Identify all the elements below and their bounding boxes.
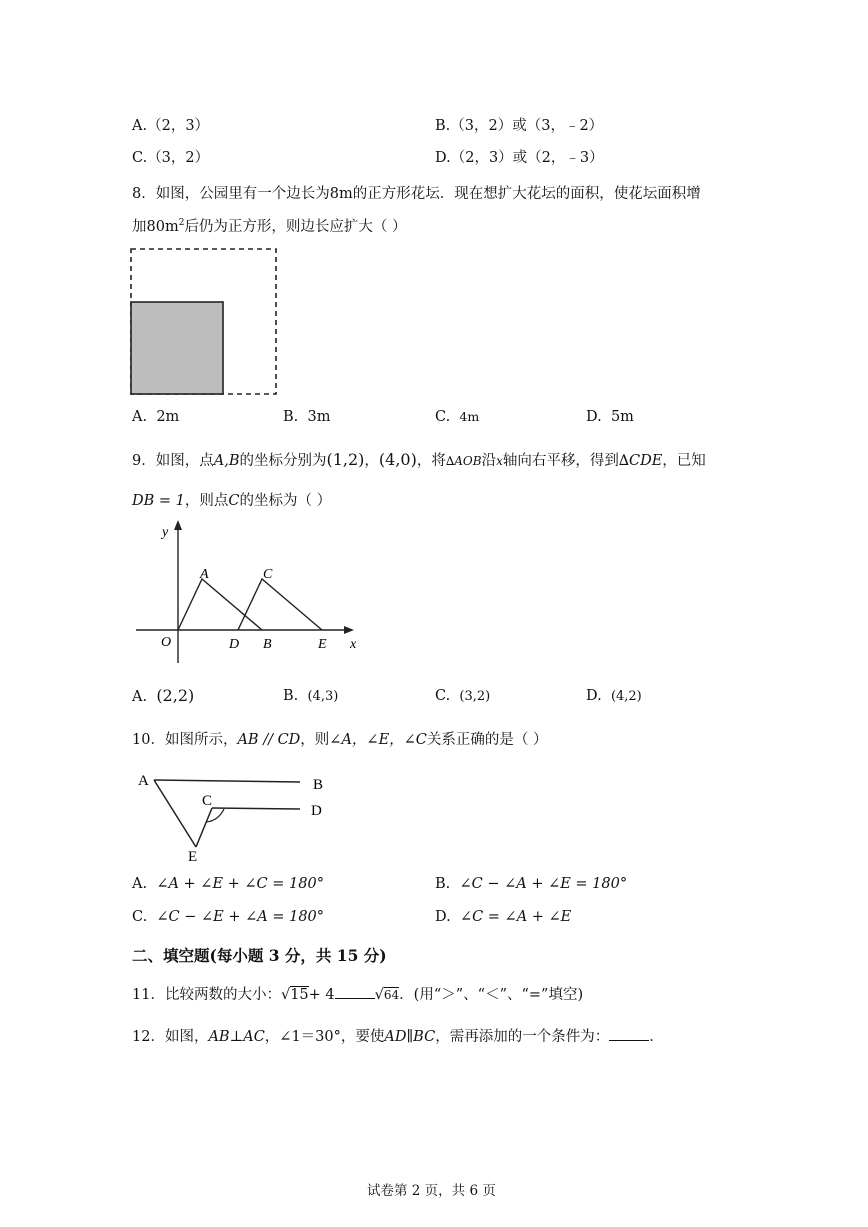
q9-label-e: E bbox=[318, 637, 327, 652]
q12-text-f: ． bbox=[649, 1029, 664, 1045]
q9-label-o: O bbox=[161, 635, 172, 650]
q9-option-d bbox=[586, 688, 642, 704]
q10-option-d-text: ∠C = ∠A + ∠E bbox=[459, 909, 572, 925]
q9-option-a-key: A. bbox=[132, 689, 148, 705]
q8-stem-line2 bbox=[132, 215, 407, 236]
q10-option-a-key: A. bbox=[132, 876, 148, 892]
q9-triangle-cde: ∆CDE bbox=[618, 453, 663, 469]
q7-option-d-text: （2，3）或（2，﹣3） bbox=[450, 150, 604, 166]
q10-parallel: AB // CD bbox=[237, 732, 301, 748]
q10-label-e: E bbox=[188, 849, 198, 863]
q10-option-a bbox=[132, 876, 324, 892]
q9-coord-b: (4,0) bbox=[378, 450, 417, 469]
q9-triangle-aob: ∆AOB bbox=[445, 454, 482, 468]
q10-option-d bbox=[435, 909, 571, 925]
q9-text-d: ，将 bbox=[416, 453, 446, 469]
q8-option-c-text: 4m bbox=[459, 409, 480, 424]
q9-option-d-key: D. bbox=[586, 688, 602, 704]
q8-option-a bbox=[132, 409, 179, 425]
q10-figure bbox=[130, 765, 340, 863]
q10-angles: ∠A，∠E，∠C bbox=[329, 732, 427, 748]
q8-stem-line2-sup: 2 bbox=[178, 218, 185, 229]
q9-db-equation: DB = 1 bbox=[132, 493, 185, 509]
q10-text-b: ，则 bbox=[300, 732, 330, 748]
q7-option-a-text: （2，3） bbox=[147, 118, 210, 134]
q9-option-b bbox=[283, 688, 338, 704]
q10-label-d: D bbox=[311, 803, 322, 819]
q11-answer-blank[interactable] bbox=[335, 986, 375, 999]
q8-stem-line1: 8．如图，公园里有一个边长为8m的正方形花坛．现在想扩大花坛的面积，使花坛面积增 bbox=[132, 186, 701, 202]
q9-text-f: 轴向右平移，得到 bbox=[502, 453, 619, 469]
q7-option-c bbox=[132, 146, 209, 167]
q12-answer-blank[interactable] bbox=[609, 1028, 649, 1041]
q9-option-c-key: C. bbox=[435, 688, 451, 704]
q11-expr1-tail: + 4 bbox=[308, 987, 335, 1003]
q9-label-d: D bbox=[229, 637, 240, 652]
q8-option-b-text: 3m bbox=[307, 409, 331, 425]
q7-option-a-key: A. bbox=[132, 118, 148, 134]
q8-stem-line2-pre: 加80m bbox=[132, 219, 179, 235]
q8-option-b bbox=[283, 409, 330, 425]
q8-option-d-text: 5m bbox=[610, 409, 634, 425]
q9-label-y: y bbox=[162, 525, 169, 540]
q9-option-c bbox=[435, 688, 490, 704]
q7-option-a bbox=[132, 114, 209, 135]
q10-option-a-text: ∠A + ∠E + ∠C = 180° bbox=[156, 876, 324, 892]
q9-y-arrow-icon bbox=[174, 520, 182, 530]
q9-x-axis-label: x bbox=[496, 454, 503, 468]
q12-stem bbox=[132, 1025, 664, 1046]
q12-text-d: AD∥BC bbox=[384, 1029, 436, 1045]
q7-option-b-text: （3，2）或（3，﹣2） bbox=[450, 118, 604, 134]
q9-option-b-text: (4,3) bbox=[307, 689, 339, 704]
q9-label-x: x bbox=[350, 637, 357, 652]
q10-option-b-key: B. bbox=[435, 876, 451, 892]
q8-option-d-key: D. bbox=[586, 409, 602, 425]
q8-option-b-key: B. bbox=[283, 409, 299, 425]
q11-expr1-radicand: 15 bbox=[290, 987, 309, 1003]
q9-text-h: ，则点 bbox=[184, 493, 229, 509]
q9-text-i: 的坐标为（ ） bbox=[239, 493, 332, 509]
q11-expr1 bbox=[281, 986, 335, 1003]
q10-option-b-text: ∠C − ∠A + ∠E = 180° bbox=[459, 876, 628, 892]
q9-points-ab: A,B bbox=[213, 453, 240, 469]
q9-option-b-key: B. bbox=[283, 688, 299, 704]
q9-text-g: ，已知 bbox=[662, 453, 706, 469]
q10-line-ae bbox=[154, 780, 196, 847]
q10-option-d-key: D. bbox=[435, 909, 451, 925]
sqrt-icon: √ bbox=[280, 987, 291, 1003]
q10-option-c-text: ∠C − ∠E + ∠A = 180° bbox=[156, 909, 325, 925]
q12-text-c: ，∠1＝30°，要使 bbox=[264, 1029, 385, 1045]
q7-option-d bbox=[435, 146, 604, 167]
q9-label-b: B bbox=[263, 637, 272, 652]
q8-option-c bbox=[435, 409, 479, 425]
q8-option-d bbox=[586, 409, 634, 425]
q10-line-ec bbox=[196, 808, 212, 847]
q7-option-c-key: C. bbox=[132, 150, 148, 166]
q11-text-pre: 11．比较两数的大小： bbox=[132, 987, 281, 1003]
q10-label-c: C bbox=[202, 793, 213, 809]
q10-option-b bbox=[435, 876, 627, 892]
q9-figure bbox=[130, 518, 370, 668]
q8-original-square bbox=[131, 302, 223, 394]
q11-expr2-radicand: 64 bbox=[383, 988, 400, 1002]
q9-option-d-text: (4,2) bbox=[610, 689, 642, 704]
q10-text-a: 10．如图所示， bbox=[132, 732, 238, 748]
q9-option-a-text: (2,2) bbox=[156, 686, 195, 705]
section-title: 二、填空题(每小题 3 分，共 15 分) bbox=[132, 946, 387, 965]
q12-text-e: ，需再添加的一个条件为： bbox=[435, 1029, 610, 1045]
q12-text-b: AB⊥AC bbox=[208, 1029, 265, 1045]
page-footer: 试卷第 2 页，共 6 页 bbox=[367, 1183, 496, 1199]
q10-option-c bbox=[132, 909, 324, 925]
q9-text-a: 9．如图，点 bbox=[132, 453, 214, 469]
q10-line-ab bbox=[154, 780, 300, 782]
q9-stem-line1 bbox=[132, 449, 706, 470]
q9-text-e: 沿 bbox=[481, 453, 497, 469]
q9-label-c: C bbox=[263, 567, 273, 582]
q9-label-a: A bbox=[200, 567, 209, 582]
q9-stem-line2 bbox=[132, 489, 331, 510]
q7-option-b bbox=[435, 114, 603, 135]
q9-coord-a: (1,2) bbox=[326, 450, 365, 469]
q10-label-a: A bbox=[138, 773, 149, 789]
q10-text-c: 关系正确的是（ ） bbox=[426, 732, 548, 748]
q9-option-c-text: (3,2) bbox=[459, 689, 491, 704]
q8-option-c-key: C. bbox=[435, 409, 451, 425]
q7-option-d-key: D. bbox=[435, 150, 451, 166]
q11-stem bbox=[132, 983, 583, 1004]
q9-text-b: 的坐标分别为 bbox=[239, 453, 327, 469]
q7-option-b-key: B. bbox=[435, 118, 451, 134]
q9-x-arrow-icon bbox=[344, 626, 354, 634]
sqrt-icon: √ bbox=[374, 987, 384, 1003]
q10-option-c-key: C. bbox=[132, 909, 148, 925]
q12-text-a: 12．如图， bbox=[132, 1029, 209, 1045]
q10-label-b: B bbox=[313, 777, 324, 793]
q11-text-post: ．(用“＞”、“＜”、“=”填空) bbox=[399, 987, 584, 1003]
q8-option-a-key: A. bbox=[132, 409, 148, 425]
q11-expr2 bbox=[375, 987, 400, 1003]
q10-stem bbox=[132, 728, 548, 749]
q8-option-a-text: 2m bbox=[156, 409, 180, 425]
q8-stem-line2-post: 后仍为正方形，则边长应扩大（ ） bbox=[184, 219, 407, 235]
q8-figure bbox=[125, 243, 285, 398]
q9-option-a bbox=[132, 686, 194, 705]
q9-text-c: ， bbox=[364, 453, 379, 469]
q9-triangle-cde-shape bbox=[238, 579, 322, 630]
q10-line-cd bbox=[212, 808, 300, 809]
q9-point-c: C bbox=[228, 493, 240, 509]
q7-option-c-text: （3，2） bbox=[147, 150, 210, 166]
